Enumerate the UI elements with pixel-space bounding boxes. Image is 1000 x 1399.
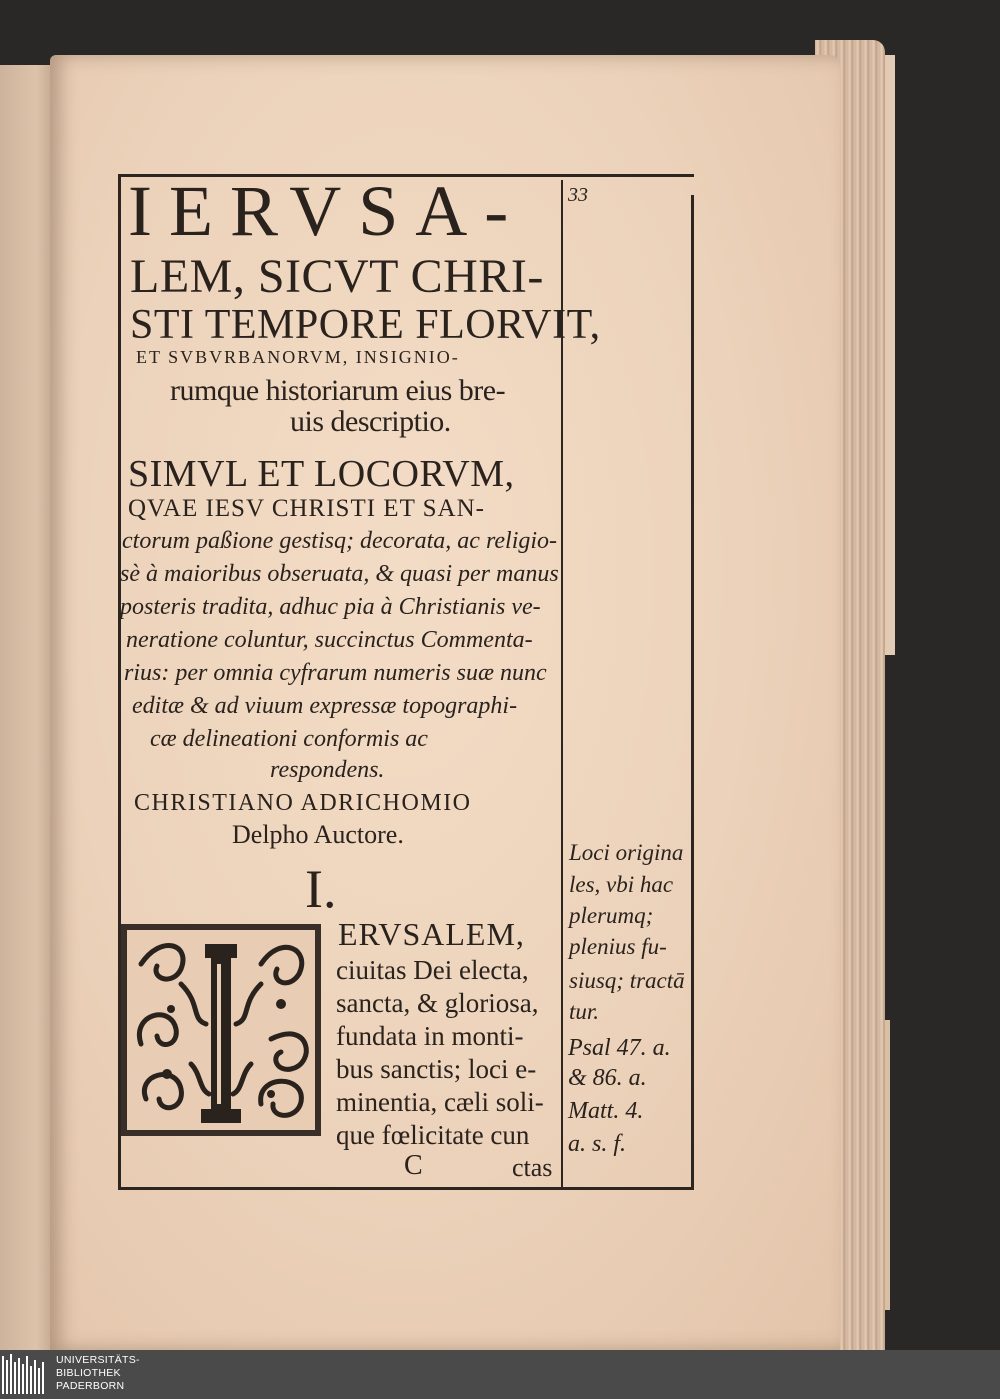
subtitle-line-1: SIMVL ET LOCORVM, xyxy=(128,453,515,495)
margin-ref-line-3: Matt. 4. xyxy=(568,1098,644,1124)
body-line-1: ERVSALEM, xyxy=(338,916,525,952)
margin-note-line-3: plerumq; xyxy=(569,903,654,928)
margin-ref-line-2: & 86. a. xyxy=(568,1065,647,1091)
catchword: ctas xyxy=(512,1153,553,1182)
subtitle-line-3: ctorum paßione gestisq; decorata, ac religio- xyxy=(122,528,558,554)
margin-note-line-5: siusq; tractā xyxy=(569,968,685,993)
section-numeral: I. xyxy=(305,859,337,919)
margin-ref-line-4: a. s. f. xyxy=(568,1131,627,1157)
library-name-line-1: UNIVERSITÄTS- xyxy=(56,1354,140,1366)
title-line-2: LEM, SICVT CHRI- xyxy=(130,250,544,303)
library-name xyxy=(56,1354,140,1393)
body-line-3: sancta, & gloriosa, xyxy=(336,988,539,1018)
margin-note-line-6: tur. xyxy=(569,999,600,1024)
body-line-2: ciuitas Dei electa, xyxy=(336,955,529,985)
title-line-4: ET SVBVRBANORVM, INSIGNIO- xyxy=(136,347,460,367)
body-line-5: bus sanctis; loci e- xyxy=(336,1054,537,1084)
subtitle-line-9: cæ delineationi conformis ac xyxy=(150,726,428,752)
title-line-1: IERVSA- xyxy=(128,171,526,251)
subtitle-line-5: posteris tradita, adhuc pia à Christianis ve- xyxy=(120,594,541,620)
frame-rule-right xyxy=(691,195,694,1190)
author-line-1: CHRISTIANO ADRICHOMIO xyxy=(134,790,472,816)
body-line-4: fundata in monti- xyxy=(336,1021,524,1051)
subtitle-line-4: sè à maioribus obseruata, & quasi per manus xyxy=(120,561,559,587)
library-name-line-2: BIBLIOTHEK xyxy=(56,1367,121,1379)
margin-note-line-1: Loci origina xyxy=(569,840,684,865)
subtitle-line-6: neratione coluntur, succinctus Commenta- xyxy=(126,627,533,653)
signature-mark: C xyxy=(404,1150,423,1181)
subtitle-line-7: rius: per omnia cyfrarum numeris suæ nunc xyxy=(124,660,547,686)
subtitle-line-8: editæ & ad viuum expressæ topographi- xyxy=(132,693,518,719)
margin-note-line-4: plenius fu- xyxy=(569,934,667,959)
margin-note-line-2: les, vbi hac xyxy=(569,872,674,897)
footer-bar xyxy=(0,1350,1000,1399)
title-line-5: rumque historiarum eius bre- xyxy=(170,374,506,407)
decorated-initial-i-icon xyxy=(121,924,321,1136)
page-number: 33 xyxy=(568,184,588,206)
subtitle-line-10: respondens. xyxy=(270,757,385,783)
frame-rule-bottom xyxy=(118,1187,694,1190)
title-line-3: STI TEMPORE FLORVIT, xyxy=(130,302,601,348)
body-line-6: minentia, cæli soli- xyxy=(336,1087,544,1117)
author-line-2: Delpho Auctore. xyxy=(232,820,404,849)
library-name-line-3: PADERBORN xyxy=(56,1380,125,1392)
title-line-6: uis descriptio. xyxy=(290,405,451,438)
body-line-7: que fœlicitate cun xyxy=(336,1120,530,1150)
subtitle-line-2: QVAE IESV CHRISTI ET SAN- xyxy=(128,495,485,522)
margin-ref-line-1: Psal 47. a. xyxy=(568,1035,671,1061)
library-logo-icon xyxy=(0,1350,48,1399)
